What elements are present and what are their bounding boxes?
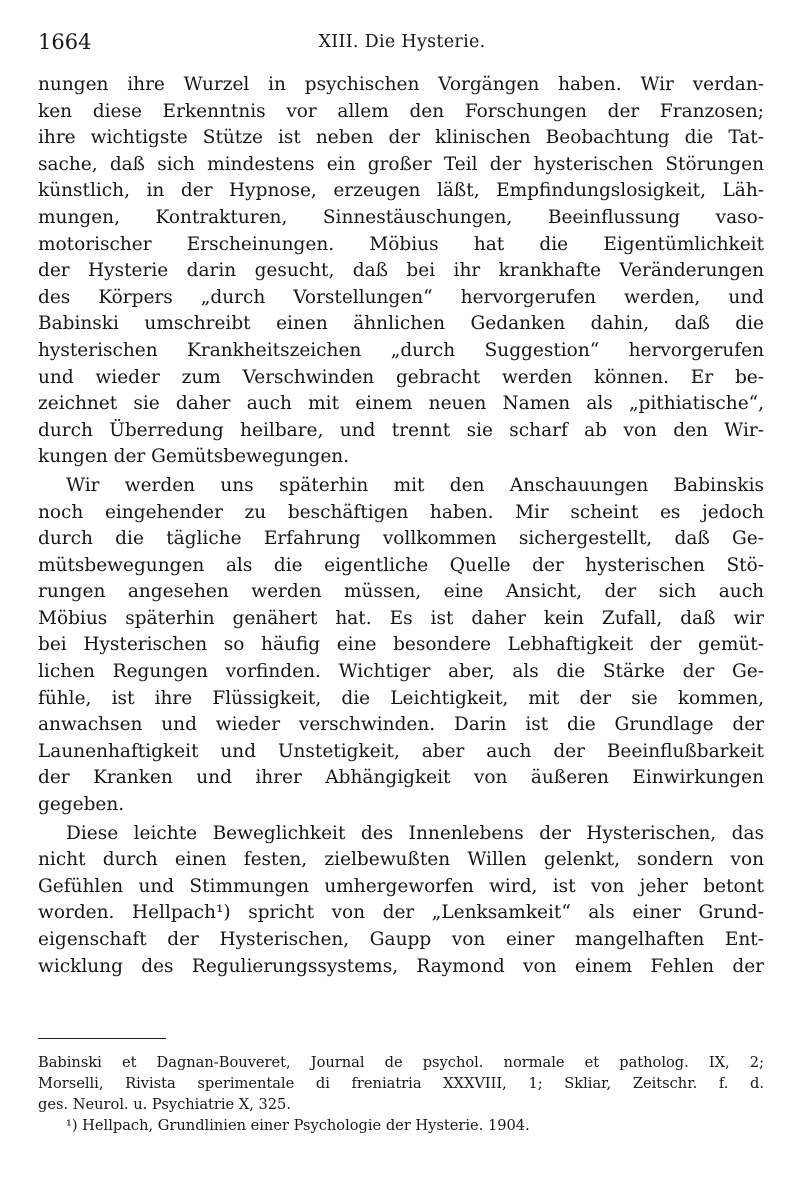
text-line: ihre wichtigste Stütze ist neben der klinischen Beobachtung die Tat-	[38, 127, 764, 149]
text-line: sache, daß sich mindestens ein großer Teil der hysterischen Störungen	[38, 153, 764, 175]
footnote-line: ¹) Hellpach, Grundlinien einer Psychologie der Hysterie. 1904.	[66, 1117, 530, 1134]
page-number: 1664	[38, 30, 92, 54]
text-line: Diese leichte Beweglichkeit des Innenlebens der Hysterischen, das	[66, 822, 764, 844]
footnotes	[38, 1052, 764, 1136]
text-line: motorischer Erscheinungen. Möbius hat die Eigentümlichkeit	[38, 233, 764, 255]
text-line: Launenhaftigkeit und Unstetigkeit, aber auch der Beeinflußbarkeit	[38, 740, 764, 762]
text-line: durch die tägliche Erfahrung vollkommen sichergestellt, daß Ge-	[38, 528, 764, 550]
footnote-divider	[38, 1038, 166, 1039]
text-line: Gefühlen und Stimmungen umhergeworfen wird, ist von jeher betont	[38, 875, 764, 897]
text-line: noch eingehender zu beschäftigen haben. Mir scheint es jedoch	[38, 501, 764, 523]
page-header	[38, 30, 766, 58]
footnote-line: Babinski et Dagnan-Bouveret, Journal de psychol. normale et patholog. IX, 2;	[38, 1054, 764, 1071]
text-line: bei Hysterischen so häufig eine besondere Lebhaftigkeit der gemüt-	[38, 634, 764, 656]
text-line: nicht durch einen festen, zielbewußten Willen gelenkt, sondern von	[38, 849, 764, 871]
body-text	[38, 72, 764, 980]
text-line: der Hysterie darin gesucht, daß bei ihr krankhafte Veränderungen	[38, 260, 764, 282]
text-line: ken diese Erkenntnis vor allem den Forschungen der Franzosen;	[38, 100, 764, 122]
text-line: eigenschaft der Hysterischen, Gaupp von einer mangelhaften Ent-	[38, 929, 764, 950]
text-line: und wieder zum Verschwinden gebracht werden können. Er be-	[38, 366, 764, 388]
paragraph-1	[38, 72, 764, 471]
text-line: Babinski umschreibt einen ähnlichen Gedanken dahin, daß die	[38, 313, 764, 335]
text-line: zeichnet sie daher auch mit einem neuen Namen als „pithiatische“,	[38, 393, 764, 415]
text-line: der Kranken und ihrer Abhängigkeit von äußeren Einwirkungen	[38, 767, 764, 789]
paragraph-3	[38, 821, 764, 981]
text-line: anwachsen und wieder verschwinden. Darin ist die Grundlage der	[38, 714, 764, 736]
text-line: gegeben.	[38, 794, 125, 816]
text-line: lichen Regungen vorfinden. Wichtiger aber, als die Stärke der Ge-	[38, 661, 764, 683]
text-line: kungen der Gemütsbewegungen.	[38, 446, 350, 468]
text-line: mütsbewegungen als die eigentliche Quelle der hysterischen Stö-	[38, 554, 764, 576]
text-line: Wir werden uns späterhin mit den Anschauungen Babinskis	[66, 474, 764, 496]
footnote-line: ges. Neurol. u. Psychiatrie X, 325.	[38, 1096, 291, 1113]
text-line: künstlich, in der Hypnose, erzeugen läßt, Empfindungslosigkeit, Läh-	[38, 180, 764, 202]
paragraph-2	[38, 473, 764, 819]
text-line: hysterischen Krankheitszeichen „durch Suggestion“ hervorgerufen	[38, 339, 764, 361]
footnote-line: Morselli, Rivista sperimentale di freniatria XXXVIII, 1; Skliar, Zeitschr. f. d.	[38, 1075, 764, 1092]
text-line: des Körpers „durch Vorstellungen“ hervorgerufen werden, und	[38, 286, 764, 308]
text-line: worden. Hellpach¹) spricht von der „Lenksamkeit“ als einer Grund-	[38, 902, 764, 924]
text-line: rungen angesehen werden müssen, eine Ansicht, der sich auch	[38, 581, 764, 603]
text-line: fühle, ist ihre Flüssigkeit, die Leichtigkeit, mit der sie kommen,	[38, 687, 764, 709]
running-title: XIII. Die Hysterie.	[318, 32, 486, 52]
text-line: durch Überredung heilbare, und trennt sie scharf ab von den Wir-	[38, 419, 764, 441]
text-line: Möbius späterhin genähert hat. Es ist daher kein Zufall, daß wir	[38, 607, 764, 629]
text-line: wicklung des Regulierungssystems, Raymond von einem Fehlen der	[38, 955, 764, 977]
text-line: nungen ihre Wurzel in psychischen Vorgängen haben. Wir verdan-	[38, 74, 764, 95]
text-line: mungen, Kontrakturen, Sinnestäuschungen, Beeinflussung vaso-	[38, 206, 764, 228]
